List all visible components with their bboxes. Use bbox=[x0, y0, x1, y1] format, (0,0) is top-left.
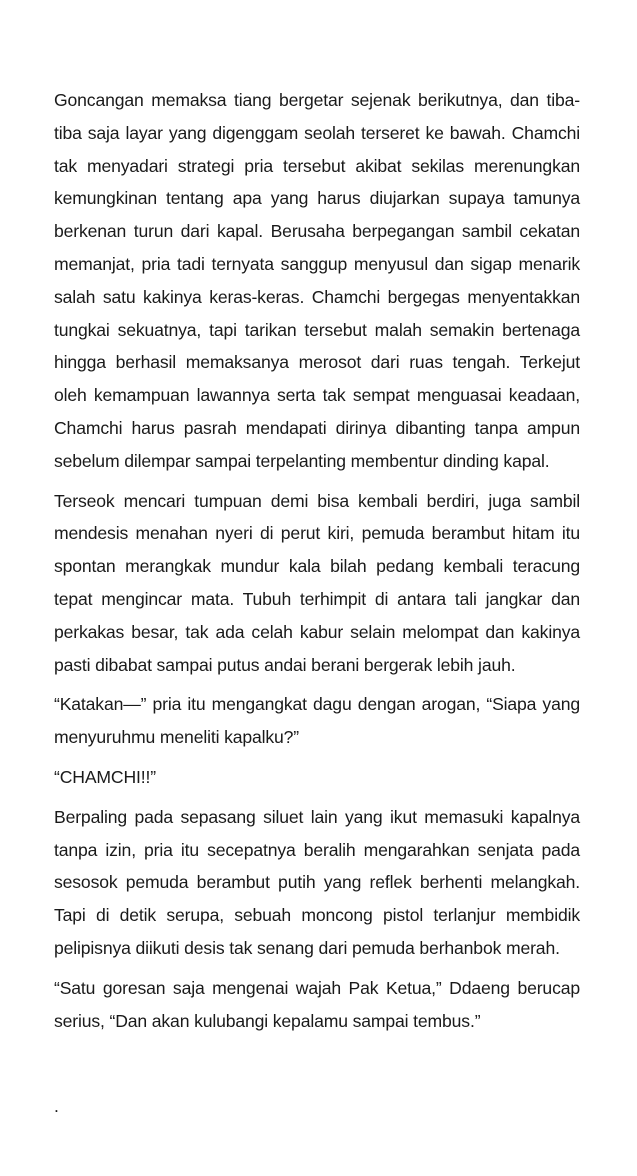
paragraph-2: Terseok mencari tumpuan demi bisa kembali berdiri, juga sambil mendesis menahan nyeri di perut kiri, pemuda berambut hitam itu spontan merangkak mundur kala bilah pedang kembali teracung tepat mengincar mata. Tubuh terhimpit di antara tali jangkar dan perkakas besar, tak ada celah kabur selain melompat dan kakinya pasti dibabat sampai putus andai berani bergerak lebih jauh. bbox=[54, 490, 580, 675]
paragraph-6-dialogue: “Satu goresan saja mengenai wajah Pak Ketua,” Ddaeng berucap serius, “Dan akan kulubangi kepalamu sampai tembus.” bbox=[54, 977, 580, 1031]
paragraph-5: Berpaling pada sepasang siluet lain yang ikut memasuki kapalnya tanpa izin, pria itu secepatnya beralih mengarahkan senjata pada sesosok pemuda berambut putih yang reflek berhenti melangkah. Tapi di detik serupa, sebuah moncong pistol terlanjur membidik pelipisnya diikuti desis tak senang dari pemuda berhanbok merah. bbox=[54, 806, 580, 958]
scene-break-dot: . bbox=[54, 1096, 59, 1116]
paragraph-3-dialogue: “Katakan—” pria itu mengangkat dagu dengan arogan, “Siapa yang menyuruhmu meneliti kapalku?” bbox=[54, 694, 580, 748]
paragraph-1: Goncangan memaksa tiang bergetar sejenak berikutnya, dan tiba-tiba saja layar yang digenggam seolah terseret ke bawah. Chamchi tak menyadari strategi pria tersebut akibat sekilas merenungkan kemungkinan tentang apa yang harus diujarkan supaya tamunya berkenan turun dari kapal. Berusaha berpegangan sambil cekatan memanjat, pria tadi ternyata sanggup menyusul dan sigap menarik salah satu kakinya keras-keras. Chamchi bergegas menyentakkan tungkai sekuatnya, tapi tarikan tersebut malah semakin bertenaga hingga berhasil memaksanya merosot dari ruas tengah. Terkejut oleh kemampuan lawannya serta tak sempat menguasai keadaan, Chamchi harus pasrah mendapati dirinya dibanting tanpa ampun sebelum dilempar sampai terpelanting membentur dinding kapal. bbox=[54, 90, 580, 471]
story-text bbox=[54, 84, 580, 1044]
paragraph-4-shout: “CHAMCHI!!” bbox=[54, 766, 156, 787]
